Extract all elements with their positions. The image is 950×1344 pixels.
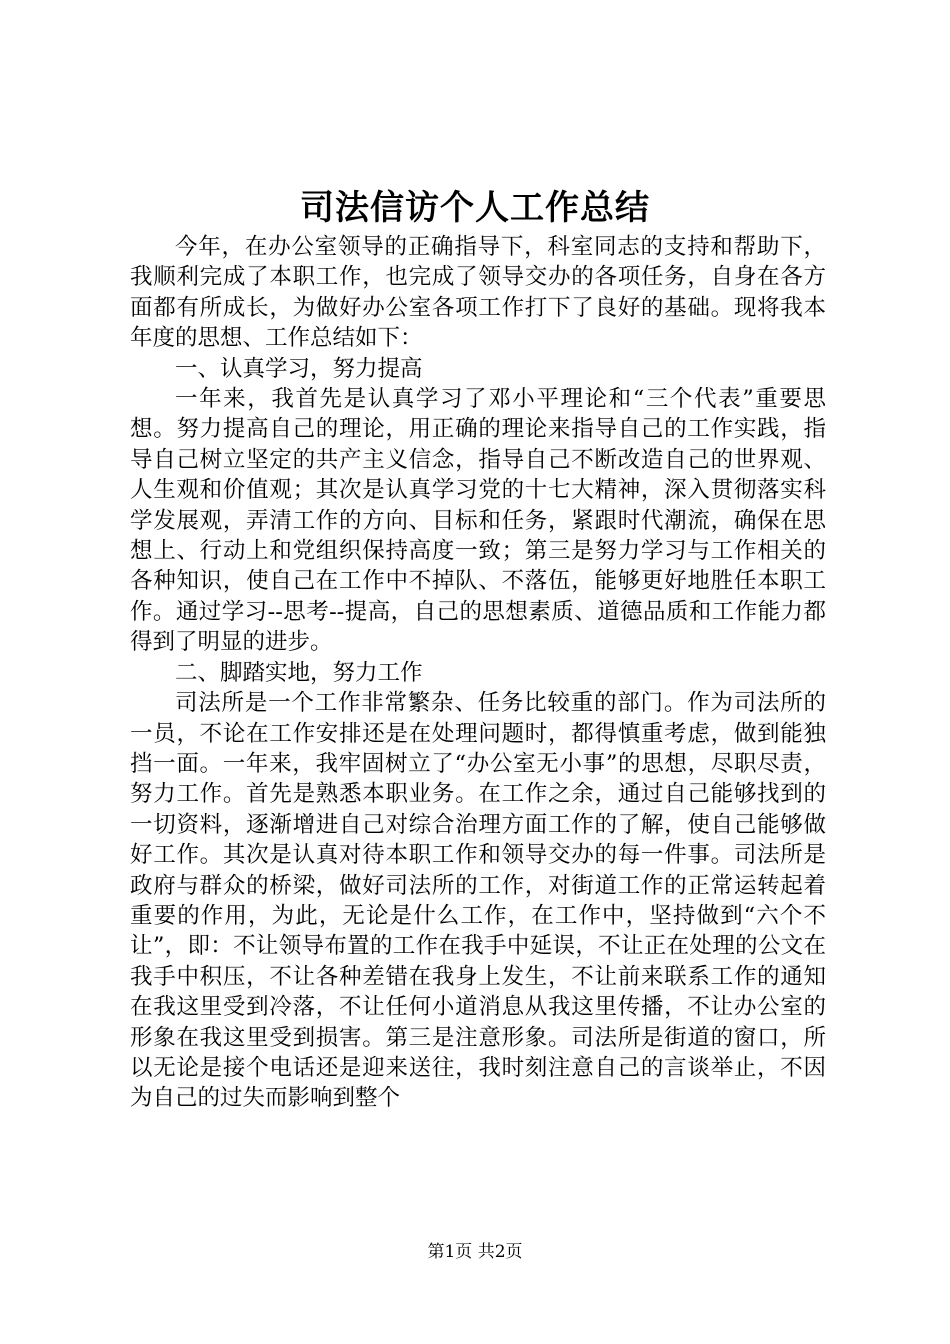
intro-paragraph: 今年，在办公室领导的正确指导下，科室同志的支持和帮助下，我顺利完成了本职工作，也完成了领导交办的各项任务，自身在各方面都有所成长，为做好办公室各项工作打下了良好的基础。现将我本年度的思想、工作总结如下： — [130, 234, 826, 352]
section-heading-work: 二、脚踏实地，努力工作 — [175, 659, 423, 686]
section-heading-study: 一、认真学习，努力提高 — [175, 355, 423, 382]
work-paragraph: 司法所是一个工作非常繁杂、任务比较重的部门。作为司法所的一员，不论在工作安排还是在处理问题时，都得慎重考虑，做到能独挡一面。一年来，我牢固树立了“办公室无小事”的思想，尽职尽责，努力工作。首先是熟悉本职业务。在工作之余，通过自己能够找到的一切资料，逐渐增进自己对综合治理方面工作的了解，使自己能够做好工作。其次是认真对待本职工作和领导交办的每一件事。司法所是政府与群众的桥梁，做好司法所的工作，对街道工作的正常运转起着重要的作用，为此，无论是什么工作，在工作中，坚持做到“六个不让”，即：不让领导布置的工作在我手中延误，不让正在处理的公文在我手中积压，不让各种差错在我身上发生，不让前来联系工作的通知在我这里受到冷落，不让任何小道消息从我这里传播，不让办公室的形象在我这里受到损害。第三是注意形象。司法所是街道的窗口，所以无论是接个电话还是迎来送往，我时刻注意自己的言谈举止，不因为自己的过失而影响到整个 — [130, 690, 826, 1112]
document-title: 司法信访个人工作总结 — [300, 188, 650, 228]
study-paragraph: 一年来，我首先是认真学习了邓小平理论和“三个代表”重要思想。努力提高自己的理论，用正确的理论来指导自己的工作实践，指导自己树立坚定的共产主义信念，指导自己不断改造自己的世界观、人生观和价值观；其次是认真学习党的十七大精神，深入贯彻落实科学发展观，弄清工作的方向、目标和任务，紧跟时代潮流，确保在思想上、行动上和党组织保持高度一致；第三是努力学习与工作相关的各种知识，使自己在工作中不掉队、不落伍，能够更好地胜任本职工作。通过学习--思考--提高，自己的思想素质、道德品质和工作能力都得到了明显的进步。 — [130, 386, 826, 656]
document-body — [130, 232, 826, 1114]
page-indicator: 第1页 共2页 — [427, 1242, 523, 1262]
